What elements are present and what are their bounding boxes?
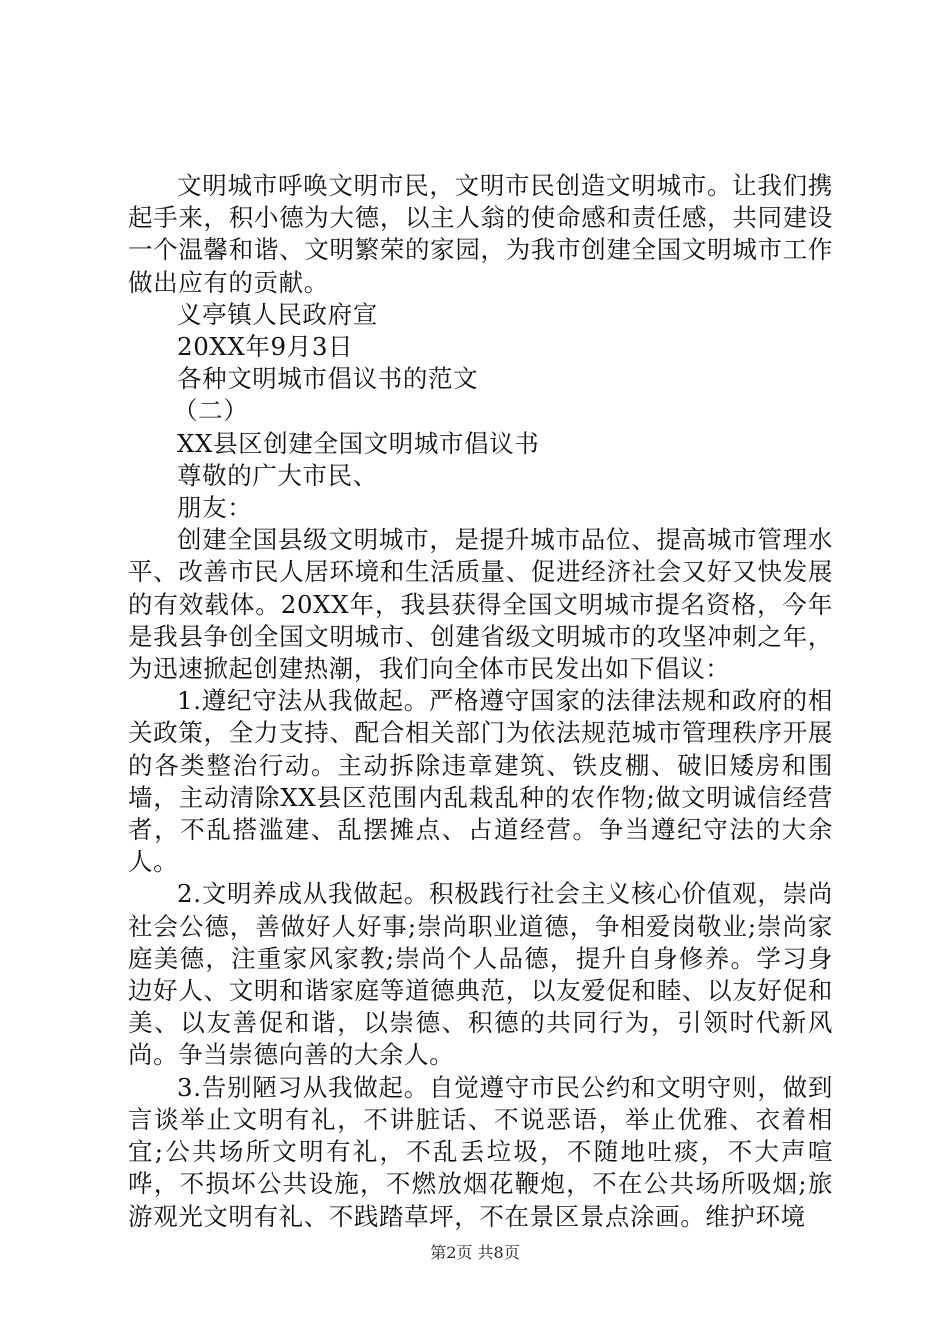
signature-date: 20XX年9月3日 [177,332,354,362]
signature-issuer: 义亭镇人民政府宣 [177,299,378,329]
paragraph-item-2: 2.文明养成从我做起。积极践行社会主义核心价值观，崇尚社会公德，善做好人好事;崇尚职业道德，争相爱岗敬业;崇尚家庭美德，注重家风家教;崇尚个人品德，提升自身修养。学习身边好人、文明和谐家庭等道德典范，以友爱促和睦、以友好促和美、以友善促和谐，以崇德、积德的共同行为，引领时代新风尚。争当崇德向善的大余人。 [128,879,833,1070]
section-number: （二） [173,396,249,426]
salutation-line-1: 尊敬的广大市民、 [177,460,378,490]
section-title: 各种文明城市倡议书的范文 [177,364,479,394]
paragraph-item-3: 3.告别陋习从我做起。自觉遵守市民公约和文明守则，做到言谈举止文明有礼，不讲脏话、不说恶语，举止优雅、衣着相宜;公共场所文明有礼，不乱丢垃圾，不随地吐痰，不大声喧哗，不损坏公共设施，不燃放烟花鞭炮，不在公共场所吸烟;旅游观光文明有礼、不践踏草坪，不在景区景点涂画。维护环境 [128,1072,833,1231]
paragraph-closing-appeal: 文明城市呼唤文明市民，文明市民创造文明城市。让我们携起手来，积小德为大德，以主人翁的使命感和责任感，共同建设一个温馨和谐、文明繁荣的家园，为我市创建全国文明城市工作做出应有的贡献。 [128,171,833,297]
paragraph-intro: 创建全国县级文明城市，是提升城市品位、提高城市管理水平、改善市民人居环境和生活质量、促进经济社会又好又快发展的有效载体。20XX年，我县获得全国文明城市提名资格，今年是我县争创全国文明城市、创建省级文明城市的攻坚冲刺之年，为迅速掀起创建热潮，我们向全体市民发出如下倡议： [128,525,833,684]
page-footer: 第2页 共8页 [430,1243,520,1262]
paragraph-item-1: 1.遵纪守法从我做起。严格遵守国家的法律法规和政府的相关政策，全力支持、配合相关部门为依法规范城市管理秩序开展的各类整治行动。主动拆除违章建筑、铁皮棚、破旧矮房和围墙，主动清除XX县区范围内乱栽乱种的农作物;做文明诚信经营者，不乱搭滥建、乱摆摊点、占道经营。争当遵纪守法的大余人。 [128,686,833,877]
document-body [128,170,833,1233]
salutation-line-2: 朋友： [177,493,253,523]
proposal-title: XX县区创建全国文明城市倡议书 [177,428,540,458]
